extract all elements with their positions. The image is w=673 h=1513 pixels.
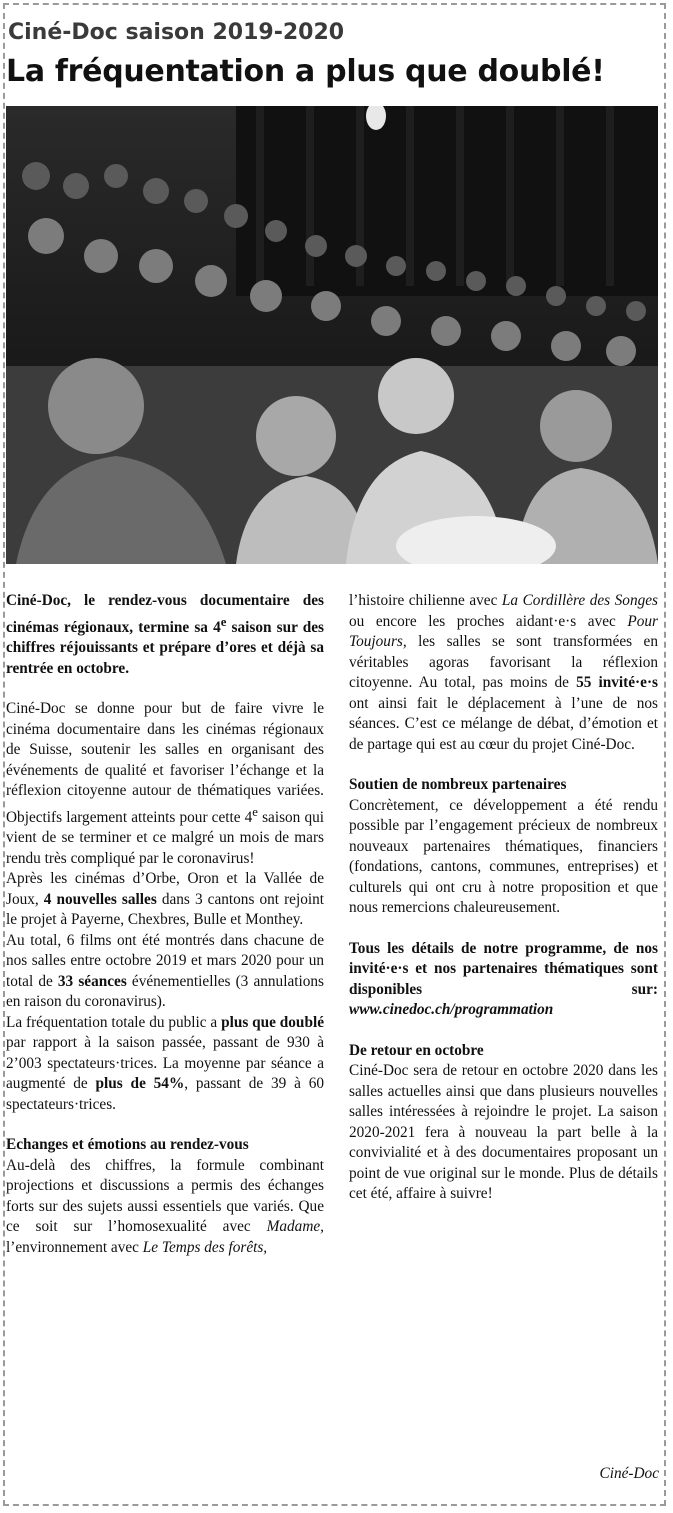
- paragraph-attendance: La fréquentation totale du public a plus que doublé par rapport à la saison passée, passant de 930 à 2’003 spectateurs·trices. La moyenne par séance a augmenté de plus de 54%, passant de 39 à 60 spectateurs·trices.: [6, 1013, 324, 1113]
- paragraph-exchanges: Au-delà des chiffres, la formule combinant projections et discussions a permis des échanges forts sur des sujets aussi essentiels que variés. Que ce soit sur l’homosexualité avec Madame, l’environnement avec Le Temps des forêts,: [6, 1156, 324, 1256]
- article-column-left: [6, 591, 324, 1258]
- paragraph-return: Ciné-Doc sera de retour en octobre 2020 dans les salles actuelles ainsi que dans plusieurs nouvelles salles intéressées à rejoindre le projet. La saison 2020-2021 fera à nouveau la part belle à la convivialité et à des documentaires proposant un point de vue original sur le monde. Plus de détails cet été, affaire à suivre!: [349, 1062, 658, 1202]
- subheading-return: De retour en octobre: [349, 1041, 484, 1059]
- paragraph-screenings: Au total, 6 films ont été montrés dans chacune de nos salles entre octobre 2019 et mars 2020 pour un total de 33 séances événementielles (3 annulations en raison du coronavirus).: [6, 931, 324, 1011]
- article-kicker: Ciné-Doc saison 2019-2020: [8, 20, 345, 45]
- subheading-partners: Soutien de nombreux partenaires: [349, 776, 567, 793]
- article-column-right: [349, 591, 658, 1205]
- audience-photo-drawing: [6, 106, 658, 564]
- program-details: Tous les détails de notre programme, de nos invité·e·s et nos partenaires thématiques sont disponibles sur: www.cinedoc.ch/programmation: [349, 939, 658, 1018]
- paragraph-exchanges-continued: l’histoire chilienne avec La Cordillère des Songes ou encore les proches aidant·e·s avec Pour Toujours, les salles se sont transformées en véritables agoras favorisant la réflexion citoyenne. Au total, pas moins de 55 invité·e·s ont ainsi fait le déplacement à l’une de nos séances. C’est ce mélange de débat, d’émotion et de partage qui est au cœur du projet Ciné-Doc.: [349, 592, 658, 753]
- audience-photo: [6, 106, 658, 564]
- article-headline: La fréquentation a plus que doublé!: [6, 54, 605, 89]
- paragraph-partners: Concrètement, ce développement a été rendu possible par l’engagement précieux de nombreux nouveaux partenaires thématiques, financiers (fondations, cantons, communes, entreprises) et culturels qui ont cru à notre proposition et que nous remercions chaleureusement.: [349, 796, 658, 916]
- paragraph-intro: Ciné-Doc se donne pour but de faire vivre le cinéma documentaire dans les cinémas régionaux de Suisse, soutenir les salles en organisant des événements de qualité et favoriser l’échange et la réflexion citoyenne autour de thématiques variées. Objectifs largement atteints pour cette 4e saison qui vient de se terminer et ce malgré un mois de mars rendu très compliqué par le coronavirus!: [6, 700, 324, 867]
- subheading-exchanges: Echanges et émotions au rendez-vous: [6, 1136, 249, 1154]
- paragraph-new-cinemas: Après les cinémas d’Orbe, Oron et la Vallée de Joux, 4 nouvelles salles dans 3 cantons ont rejoint le projet à Payerne, Chexbres, Bulle et Monthey.: [6, 870, 325, 929]
- article-lead: Ciné-Doc, le rendez-vous documentaire des cinémas régionaux, termine sa 4e saison sur des chiffres réjouissants et prépare d’ores et déjà sa rentrée en octobre.: [6, 592, 324, 677]
- article-signature: Ciné-Doc: [599, 1465, 659, 1482]
- program-link[interactable]: www.cinedoc.ch/programmation: [349, 1001, 554, 1018]
